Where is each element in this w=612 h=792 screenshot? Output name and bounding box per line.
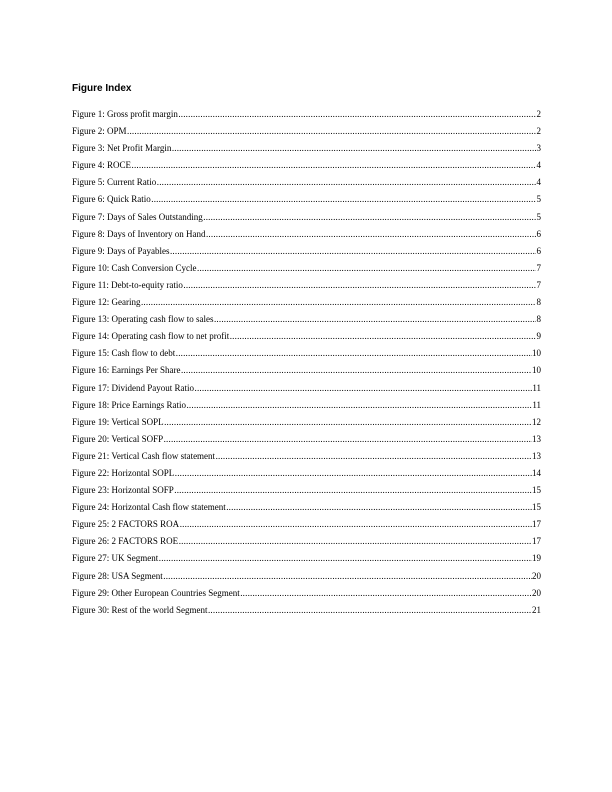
entry-title: Figure 4: ROCE: [72, 160, 132, 171]
dot-leader: [164, 431, 532, 448]
dot-leader: [203, 209, 536, 226]
dot-leader: [175, 465, 532, 482]
entry-page-number: 2: [536, 126, 541, 137]
entry-page-number: 7: [536, 279, 541, 290]
entry-title: Figure 5: Current Ratio: [72, 177, 157, 188]
dot-leader: [230, 328, 536, 345]
figure-index-entry[interactable]: [72, 602, 541, 619]
figure-index-entry[interactable]: [72, 277, 541, 294]
figure-index-entry[interactable]: [72, 448, 541, 465]
figure-index-entry[interactable]: [72, 568, 541, 585]
entry-page-number: 8: [536, 297, 541, 308]
dot-leader: [214, 311, 536, 328]
dot-leader: [176, 345, 532, 362]
figure-index-entry[interactable]: [72, 106, 541, 123]
figure-index-entry[interactable]: [72, 465, 541, 482]
dot-leader: [127, 123, 536, 140]
entry-title: Figure 18: Price Earnings Ratio: [72, 399, 186, 410]
entry-page-number: 6: [536, 228, 541, 239]
entry-page-number: 8: [536, 314, 541, 325]
entry-title: Figure 17: Dividend Payout Ratio: [72, 382, 194, 393]
entry-title: Figure 13: Operating cash flow to sales: [72, 314, 214, 325]
dot-leader: [157, 174, 536, 191]
figure-index-entry[interactable]: [72, 328, 541, 345]
entry-title: Figure 10: Cash Conversion Cycle: [72, 262, 197, 273]
dot-leader: [151, 191, 536, 208]
figure-index-entry[interactable]: [72, 533, 541, 550]
entry-page-number: 3: [536, 143, 541, 154]
entry-page-number: 4: [536, 160, 541, 171]
figure-index-entry[interactable]: [72, 397, 541, 414]
entry-page-number: 17: [532, 536, 541, 547]
dot-leader: [240, 585, 531, 602]
dot-leader: [208, 602, 532, 619]
figure-index-entry[interactable]: [72, 516, 541, 533]
figure-index-entry[interactable]: [72, 311, 541, 328]
entry-page-number: 19: [532, 553, 541, 564]
dot-leader: [178, 106, 536, 123]
entry-title: Figure 6: Quick Ratio: [72, 194, 151, 205]
entry-page-number: 7: [536, 262, 541, 273]
entry-page-number: 12: [532, 416, 541, 427]
figure-index-entry[interactable]: [72, 380, 541, 397]
entry-page-number: 4: [536, 177, 541, 188]
figure-index-entry[interactable]: [72, 209, 541, 226]
entry-title: Figure 27: UK Segment: [72, 553, 159, 564]
entry-title: Figure 11: Debt-to-equity ratio: [72, 279, 183, 290]
entry-page-number: 9: [536, 331, 541, 342]
entry-title: Figure 25: 2 FACTORS ROA: [72, 519, 180, 530]
figure-index-entry[interactable]: [72, 123, 541, 140]
figure-index-entry[interactable]: [72, 499, 541, 516]
entry-title: Figure 7: Days of Sales Outstanding: [72, 211, 203, 222]
entry-title: Figure 26: 2 FACTORS ROE: [72, 536, 179, 547]
dot-leader: [159, 550, 532, 567]
entry-page-number: 2: [536, 109, 541, 119]
dot-leader: [216, 448, 532, 465]
figure-index-entry[interactable]: [72, 191, 541, 208]
entry-title: Figure 20: Vertical SOFP: [72, 433, 164, 444]
figure-index-entry[interactable]: [72, 414, 541, 431]
entry-title: Figure 21: Vertical Cash flow statement: [72, 450, 216, 461]
dot-leader: [141, 294, 536, 311]
entry-title: Figure 12: Gearing: [72, 297, 141, 308]
dot-leader: [226, 499, 531, 516]
dot-leader: [163, 568, 531, 585]
entry-page-number: 11: [532, 399, 541, 410]
figure-index-entry[interactable]: [72, 345, 541, 362]
dot-leader: [183, 277, 536, 294]
entry-page-number: 10: [532, 365, 541, 376]
entry-page-number: 15: [532, 502, 541, 513]
entry-title: Figure 30: Rest of the world Segment: [72, 604, 208, 615]
dot-leader: [186, 397, 531, 414]
figure-index-entry[interactable]: [72, 362, 541, 379]
figure-index-entry[interactable]: [72, 260, 541, 277]
entry-page-number: 11: [532, 382, 541, 393]
dot-leader: [195, 380, 532, 397]
figure-index-entry[interactable]: [72, 226, 541, 243]
entry-title: Figure 23: Horizontal SOFP: [72, 485, 174, 496]
dot-leader: [180, 516, 532, 533]
entry-title: Figure 16: Earnings Per Share: [72, 365, 181, 376]
entry-title: Figure 28: USA Segment: [72, 570, 163, 581]
figure-index-entry[interactable]: [72, 243, 541, 260]
entry-page-number: 10: [532, 348, 541, 359]
dot-leader: [174, 482, 531, 499]
entry-title: Figure 19: Vertical SOPL: [72, 416, 164, 427]
entry-page-number: 20: [532, 570, 541, 581]
entry-page-number: 6: [536, 245, 541, 256]
entry-page-number: 21: [532, 604, 541, 615]
entry-page-number: 15: [532, 485, 541, 496]
figure-index-entry[interactable]: [72, 431, 541, 448]
entry-page-number: 17: [532, 519, 541, 530]
dot-leader: [197, 260, 536, 277]
figure-index-entry[interactable]: [72, 140, 541, 157]
figure-index-list: [72, 106, 541, 619]
dot-leader: [179, 533, 532, 550]
entry-title: Figure 1: Gross profit margin: [72, 109, 178, 119]
figure-index-entry[interactable]: [72, 482, 541, 499]
entry-page-number: 5: [536, 211, 541, 222]
dot-leader: [181, 362, 532, 379]
entry-title: Figure 3: Net Profit Margin: [72, 143, 172, 154]
entry-title: Figure 22: Horizontal SOPL: [72, 467, 175, 478]
entry-title: Figure 29: Other European Countries Segment: [72, 587, 240, 598]
entry-title: Figure 15: Cash flow to debt: [72, 348, 176, 359]
entry-page-number: 20: [532, 587, 541, 598]
entry-page-number: 14: [532, 467, 541, 478]
figure-index-entry[interactable]: [72, 157, 541, 174]
dot-leader: [164, 414, 531, 431]
figure-index-entry[interactable]: [72, 174, 541, 191]
dot-leader: [170, 243, 536, 260]
entry-title: Figure 24: Horizontal Cash flow statement: [72, 502, 226, 513]
figure-index-entry[interactable]: [72, 585, 541, 602]
dot-leader: [206, 226, 536, 243]
dot-leader: [132, 157, 536, 174]
figure-index-entry[interactable]: [72, 550, 541, 567]
entry-title: Figure 9: Days of Payables: [72, 245, 170, 256]
entry-page-number: 5: [536, 194, 541, 205]
entry-title: Figure 14: Operating cash flow to net profit: [72, 331, 230, 342]
entry-page-number: 13: [532, 450, 541, 461]
figure-index-entry[interactable]: [72, 294, 541, 311]
dot-leader: [172, 140, 536, 157]
entry-page-number: 13: [532, 433, 541, 444]
figure-index-heading: Figure Index: [72, 83, 132, 94]
entry-title: Figure 8: Days of Inventory on Hand: [72, 228, 206, 239]
entry-title: Figure 2: OPM: [72, 126, 127, 137]
